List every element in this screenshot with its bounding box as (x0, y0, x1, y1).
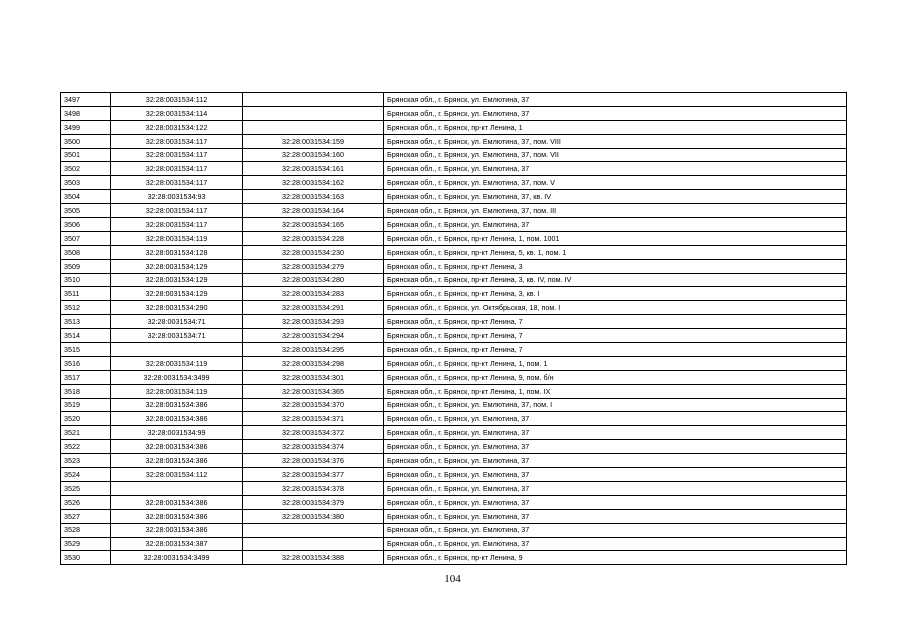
address-cell: Брянская обл., г. Брянск, ул. Емлютина, 37 (384, 495, 847, 509)
object-cadastral-cell: 32:28:0031534:228 (243, 231, 384, 245)
table-row (61, 315, 847, 329)
parcel-cadastral-cell: 32:28:0031534:99 (111, 426, 243, 440)
table-row (61, 162, 847, 176)
parcel-cadastral-cell: 32:28:0031534:386 (111, 398, 243, 412)
object-cadastral-cell: 32:28:0031534:376 (243, 454, 384, 468)
address-cell: Брянская обл., г. Брянск, пр-кт Ленина, 3, кв. I (384, 287, 847, 301)
address-cell: Брянская обл., г. Брянск, ул. Емлютина, 37 (384, 412, 847, 426)
parcel-cadastral-cell: 32:28:0031534:3499 (111, 370, 243, 384)
parcel-cadastral-cell: 32:28:0031534:129 (111, 273, 243, 287)
parcel-cadastral-cell: 32:28:0031534:112 (111, 468, 243, 482)
table-row (61, 523, 847, 537)
parcel-cadastral-cell: 32:28:0031534:129 (111, 259, 243, 273)
table-row (61, 106, 847, 120)
object-cadastral-cell: 32:28:0031534:279 (243, 259, 384, 273)
parcel-cadastral-cell: 32:28:0031534:386 (111, 412, 243, 426)
object-cadastral-cell: 32:28:0031534:372 (243, 426, 384, 440)
address-cell: Брянская обл., г. Брянск, пр-кт Ленина, 7 (384, 343, 847, 357)
parcel-cadastral-cell: 32:28:0031534:71 (111, 329, 243, 343)
address-cell: Брянская обл., г. Брянск, пр-кт Ленина, 5, кв. 1, пом. 1 (384, 245, 847, 259)
address-cell: Брянская обл., г. Брянск, ул. Емлютина, 37 (384, 468, 847, 482)
row-number-cell: 3498 (61, 106, 111, 120)
object-cadastral-cell: 32:28:0031534:298 (243, 356, 384, 370)
object-cadastral-cell: 32:28:0031534:291 (243, 301, 384, 315)
table-row (61, 120, 847, 134)
row-number-cell: 3505 (61, 204, 111, 218)
parcel-cadastral-cell: 32:28:0031534:386 (111, 495, 243, 509)
parcel-cadastral-cell: 32:28:0031534:386 (111, 440, 243, 454)
address-cell: Брянская обл., г. Брянск, ул. Емлютина, 37 (384, 218, 847, 232)
address-cell: Брянская обл., г. Брянск, пр-кт Ленина, 1 (384, 120, 847, 134)
row-number-cell: 3515 (61, 343, 111, 357)
table-row (61, 481, 847, 495)
object-cadastral-cell: 32:28:0031534:293 (243, 315, 384, 329)
parcel-cadastral-cell: 32:28:0031534:119 (111, 384, 243, 398)
parcel-cadastral-cell: 32:28:0031534:117 (111, 218, 243, 232)
table-row (61, 231, 847, 245)
table-row (61, 245, 847, 259)
row-number-cell: 3518 (61, 384, 111, 398)
row-number-cell: 3514 (61, 329, 111, 343)
object-cadastral-cell: 32:28:0031534:379 (243, 495, 384, 509)
object-cadastral-cell: 32:28:0031534:301 (243, 370, 384, 384)
parcel-cadastral-cell: 32:28:0031534:128 (111, 245, 243, 259)
object-cadastral-cell: 32:28:0031534:365 (243, 384, 384, 398)
object-cadastral-cell: 32:28:0031534:160 (243, 148, 384, 162)
row-number-cell: 3527 (61, 509, 111, 523)
address-cell: Брянская обл., г. Брянск, ул. Емлютина, 37, пом. VIII (384, 134, 847, 148)
object-cadastral-cell (243, 120, 384, 134)
parcel-cadastral-cell: 32:28:0031534:129 (111, 287, 243, 301)
row-number-cell: 3521 (61, 426, 111, 440)
parcel-cadastral-cell: 32:28:0031534:119 (111, 231, 243, 245)
parcel-cadastral-cell: 32:28:0031534:93 (111, 190, 243, 204)
address-cell: Брянская обл., г. Брянск, ул. Емлютина, 37 (384, 537, 847, 551)
row-number-cell: 3524 (61, 468, 111, 482)
parcel-cadastral-cell: 32:28:0031534:71 (111, 315, 243, 329)
address-cell: Брянская обл., г. Брянск, ул. Емлютина, 37 (384, 93, 847, 107)
cadastral-table (60, 92, 847, 565)
row-number-cell: 3522 (61, 440, 111, 454)
row-number-cell: 3530 (61, 551, 111, 565)
row-number-cell: 3511 (61, 287, 111, 301)
address-cell: Брянская обл., г. Брянск, ул. Емлютина, 37 (384, 509, 847, 523)
row-number-cell: 3526 (61, 495, 111, 509)
parcel-cadastral-cell: 32:28:0031534:112 (111, 93, 243, 107)
table-row (61, 204, 847, 218)
address-cell: Брянская обл., г. Брянск, пр-кт Ленина, 9 (384, 551, 847, 565)
address-cell: Брянская обл., г. Брянск, ул. Октябрьская, 18, пом. I (384, 301, 847, 315)
address-cell: Брянская обл., г. Брянск, ул. Емлютина, 37, пом. I (384, 398, 847, 412)
table-row (61, 468, 847, 482)
object-cadastral-cell (243, 93, 384, 107)
parcel-cadastral-cell: 32:28:0031534:386 (111, 509, 243, 523)
address-cell: Брянская обл., г. Брянск, пр-кт Ленина, 1, пом. 1 (384, 356, 847, 370)
row-number-cell: 3528 (61, 523, 111, 537)
object-cadastral-cell: 32:28:0031534:371 (243, 412, 384, 426)
table-row (61, 343, 847, 357)
row-number-cell: 3506 (61, 218, 111, 232)
object-cadastral-cell: 32:28:0031534:295 (243, 343, 384, 357)
address-cell: Брянская обл., г. Брянск, ул. Емлютина, 37, пом. V (384, 176, 847, 190)
page-number: 104 (444, 573, 461, 585)
parcel-cadastral-cell (111, 343, 243, 357)
row-number-cell: 3500 (61, 134, 111, 148)
address-cell: Брянская обл., г. Брянск, ул. Емлютина, 37 (384, 454, 847, 468)
address-cell: Брянская обл., г. Брянск, пр-кт Ленина, 1, пом. 1001 (384, 231, 847, 245)
table-row (61, 495, 847, 509)
row-number-cell: 3520 (61, 412, 111, 426)
parcel-cadastral-cell: 32:28:0031534:117 (111, 162, 243, 176)
object-cadastral-cell: 32:28:0031534:388 (243, 551, 384, 565)
object-cadastral-cell: 32:28:0031534:230 (243, 245, 384, 259)
row-number-cell: 3512 (61, 301, 111, 315)
object-cadastral-cell (243, 106, 384, 120)
object-cadastral-cell: 32:28:0031534:378 (243, 481, 384, 495)
table-row (61, 93, 847, 107)
address-cell: Брянская обл., г. Брянск, пр-кт Ленина, 3, кв. IV, пом. IV (384, 273, 847, 287)
table-row (61, 440, 847, 454)
parcel-cadastral-cell: 32:28:0031534:386 (111, 454, 243, 468)
parcel-cadastral-cell: 32:28:0031534:114 (111, 106, 243, 120)
table-row (61, 509, 847, 523)
row-number-cell: 3516 (61, 356, 111, 370)
row-number-cell: 3503 (61, 176, 111, 190)
table-row (61, 134, 847, 148)
object-cadastral-cell: 32:28:0031534:370 (243, 398, 384, 412)
row-number-cell: 3510 (61, 273, 111, 287)
table-row (61, 190, 847, 204)
row-number-cell: 3509 (61, 259, 111, 273)
object-cadastral-cell: 32:28:0031534:380 (243, 509, 384, 523)
address-cell: Брянская обл., г. Брянск, пр-кт Ленина, 9, пом. б/н (384, 370, 847, 384)
table-row (61, 384, 847, 398)
table-row (61, 356, 847, 370)
table-row (61, 370, 847, 384)
row-number-cell: 3499 (61, 120, 111, 134)
object-cadastral-cell: 32:28:0031534:280 (243, 273, 384, 287)
parcel-cadastral-cell: 32:28:0031534:387 (111, 537, 243, 551)
table-row (61, 426, 847, 440)
parcel-cadastral-cell: 32:28:0031534:117 (111, 176, 243, 190)
address-cell: Брянская обл., г. Брянск, ул. Емлютина, 37 (384, 426, 847, 440)
row-number-cell: 3513 (61, 315, 111, 329)
object-cadastral-cell: 32:28:0031534:294 (243, 329, 384, 343)
table-row (61, 287, 847, 301)
row-number-cell: 3504 (61, 190, 111, 204)
parcel-cadastral-cell: 32:28:0031534:117 (111, 148, 243, 162)
table-row (61, 454, 847, 468)
row-number-cell: 3517 (61, 370, 111, 384)
parcel-cadastral-cell: 32:28:0031534:117 (111, 134, 243, 148)
parcel-cadastral-cell: 32:28:0031534:122 (111, 120, 243, 134)
row-number-cell: 3508 (61, 245, 111, 259)
row-number-cell: 3497 (61, 93, 111, 107)
row-number-cell: 3507 (61, 231, 111, 245)
table-row (61, 259, 847, 273)
object-cadastral-cell: 32:28:0031534:163 (243, 190, 384, 204)
parcel-cadastral-cell: 32:28:0031534:386 (111, 523, 243, 537)
parcel-cadastral-cell: 32:28:0031534:3499 (111, 551, 243, 565)
address-cell: Брянская обл., г. Брянск, пр-кт Ленина, 7 (384, 329, 847, 343)
address-cell: Брянская обл., г. Брянск, ул. Емлютина, 37, кв. IV (384, 190, 847, 204)
table-body (61, 93, 847, 565)
table-row (61, 301, 847, 315)
object-cadastral-cell: 32:28:0031534:162 (243, 176, 384, 190)
object-cadastral-cell (243, 537, 384, 551)
address-cell: Брянская обл., г. Брянск, ул. Емлютина, 37, пом. III (384, 204, 847, 218)
table-row (61, 273, 847, 287)
table-row (61, 218, 847, 232)
parcel-cadastral-cell: 32:28:0031534:119 (111, 356, 243, 370)
address-cell: Брянская обл., г. Брянск, ул. Емлютина, 37 (384, 481, 847, 495)
address-cell: Брянская обл., г. Брянск, ул. Емлютина, 37 (384, 440, 847, 454)
row-number-cell: 3502 (61, 162, 111, 176)
object-cadastral-cell: 32:28:0031534:283 (243, 287, 384, 301)
address-cell: Брянская обл., г. Брянск, пр-кт Ленина, 3 (384, 259, 847, 273)
object-cadastral-cell: 32:28:0031534:374 (243, 440, 384, 454)
object-cadastral-cell: 32:28:0031534:377 (243, 468, 384, 482)
row-number-cell: 3525 (61, 481, 111, 495)
row-number-cell: 3523 (61, 454, 111, 468)
table-row (61, 329, 847, 343)
table-row (61, 412, 847, 426)
object-cadastral-cell (243, 523, 384, 537)
address-cell: Брянская обл., г. Брянск, ул. Емлютина, 37, пом. VII (384, 148, 847, 162)
parcel-cadastral-cell (111, 481, 243, 495)
row-number-cell: 3529 (61, 537, 111, 551)
row-number-cell: 3519 (61, 398, 111, 412)
table-row (61, 176, 847, 190)
table-row (61, 551, 847, 565)
address-cell: Брянская обл., г. Брянск, ул. Емлютина, 37 (384, 523, 847, 537)
object-cadastral-cell: 32:28:0031534:164 (243, 204, 384, 218)
table-row (61, 398, 847, 412)
parcel-cadastral-cell: 32:28:0031534:290 (111, 301, 243, 315)
object-cadastral-cell: 32:28:0031534:165 (243, 218, 384, 232)
table-row (61, 537, 847, 551)
table-row (61, 148, 847, 162)
address-cell: Брянская обл., г. Брянск, пр-кт Ленина, 7 (384, 315, 847, 329)
address-cell: Брянская обл., г. Брянск, ул. Емлютина, 37 (384, 106, 847, 120)
address-cell: Брянская обл., г. Брянск, ул. Емлютина, 37 (384, 162, 847, 176)
parcel-cadastral-cell: 32:28:0031534:117 (111, 204, 243, 218)
address-cell: Брянская обл., г. Брянск, пр-кт Ленина, 1, пом. IX (384, 384, 847, 398)
row-number-cell: 3501 (61, 148, 111, 162)
object-cadastral-cell: 32:28:0031534:161 (243, 162, 384, 176)
object-cadastral-cell: 32:28:0031534:159 (243, 134, 384, 148)
